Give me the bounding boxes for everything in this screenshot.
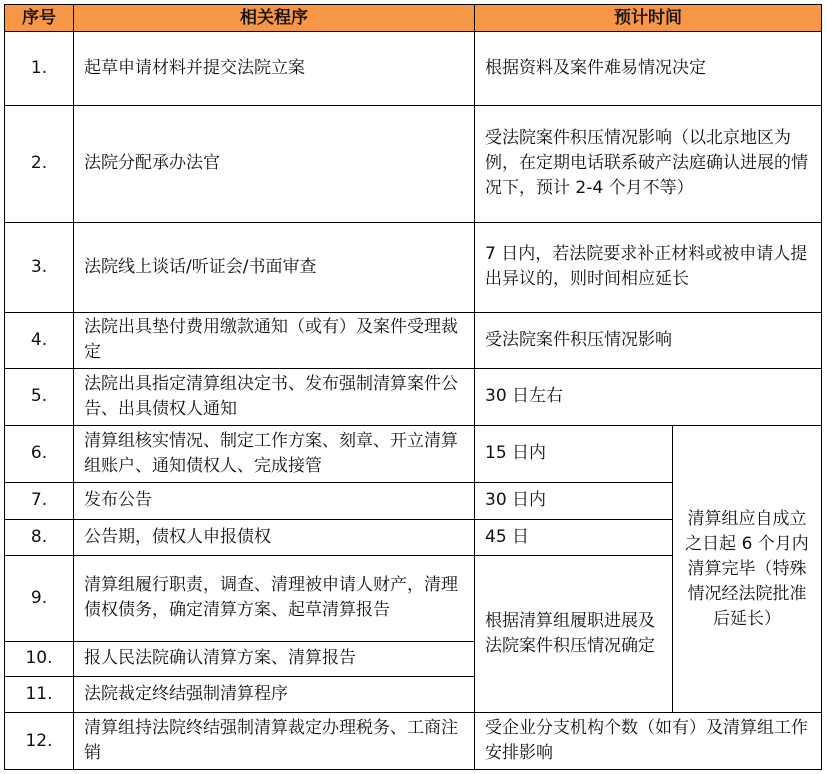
header-procedure: 相关程序 [74,5,475,32]
row-time: 受企业分支机构个数（如有）及清算组工作安排影响 [475,713,822,770]
table-row [5,312,822,369]
row-procedure: 起草申请材料并提交法院立案 [74,32,475,106]
row-procedure: 法院裁定终结强制清算程序 [74,677,475,713]
row-num: 11. [5,677,74,713]
row-num: 4. [5,312,74,369]
table-row [5,713,822,770]
header-time: 预计时间 [475,5,822,32]
row-time: 45 日 [475,519,673,555]
table-row [5,222,822,312]
procedure-table [4,4,822,770]
row-procedure: 法院分配承办法官 [74,105,475,222]
row-num: 6. [5,425,74,483]
row-time: 根据资料及案件难易情况决定 [475,32,822,106]
row-procedure: 清算组持法院终结强制清算裁定办理税务、工商注销 [74,713,475,770]
liquidation-deadline-note: 清算组应自成立之日起 6 个月内清算完毕（特殊情况经法院批准后延长） [673,425,822,713]
table-row [5,425,822,483]
row-num: 8. [5,519,74,555]
row-num: 2. [5,105,74,222]
rows-9-11-time: 根据清算组履职进展及法院案件积压情况确定 [475,555,673,712]
row-num: 9. [5,555,74,641]
row-num: 12. [5,713,74,770]
row-procedure: 法院出具指定清算组决定书、发布强制清算案件公告、出具债权人通知 [74,369,475,426]
table-row [5,369,822,426]
row-time: 受法院案件积压情况影响（以北京地区为例，在定期电话联系破产法庭确认进展的情况下，预计 2-4 个月不等） [475,105,822,222]
row-procedure: 法院线上谈话/听证会/书面审查 [74,222,475,312]
row-time: 7 日内，若法院要求补正材料或被申请人提出异议的，则时间相应延长 [475,222,822,312]
row-procedure: 法院出具垫付费用缴款通知（或有）及案件受理裁定 [74,312,475,369]
row-time: 受法院案件积压情况影响 [475,312,822,369]
row-procedure: 清算组核实情况、制定工作方案、刻章、开立清算组账户、通知债权人、完成接管 [74,425,475,483]
row-procedure: 报人民法院确认清算方案、清算报告 [74,641,475,676]
header-row [5,5,822,32]
row-time: 30 日内 [475,483,673,519]
row-procedure: 发布公告 [74,483,475,519]
row-num: 5. [5,369,74,426]
row-num: 10. [5,641,74,676]
header-num: 序号 [5,5,74,32]
row-procedure: 清算组履行职责，调查、清理被申请人财产，清理债权债务，确定清算方案、起草清算报告 [74,555,475,641]
table-row [5,105,822,222]
row-procedure: 公告期，债权人申报债权 [74,519,475,555]
row-num: 1. [5,32,74,106]
row-num: 3. [5,222,74,312]
table-row [5,32,822,106]
row-num: 7. [5,483,74,519]
row-time: 30 日左右 [475,369,822,426]
row-time: 15 日内 [475,425,673,483]
